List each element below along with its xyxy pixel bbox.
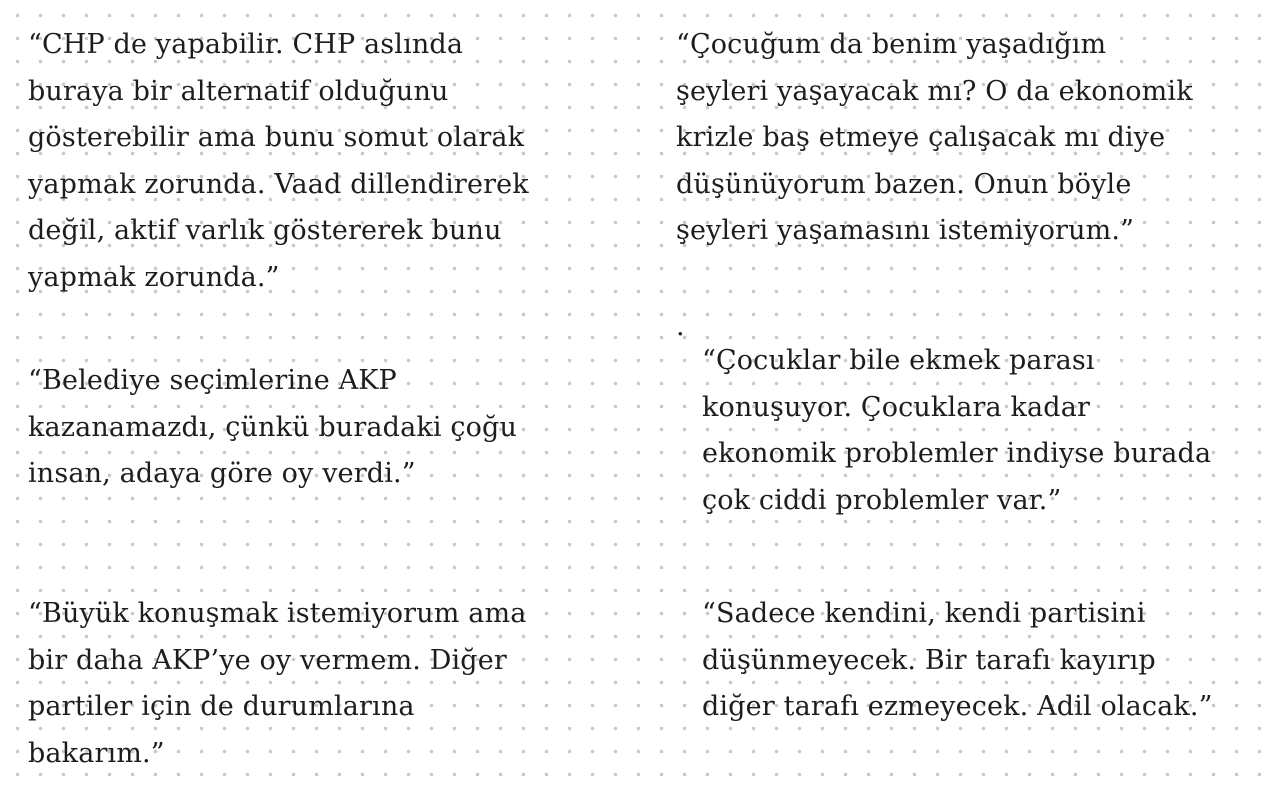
quote-line: şeyleri yaşayacak mı? O da ekonomik	[676, 75, 1193, 107]
quote-line: yapmak zorunda. Vaad dillendirerek	[28, 168, 529, 200]
quote-line: değil, aktif varlık göstererek bunu	[28, 215, 502, 246]
quote-line: kazanamazdı, çünkü buradaki çoğu	[28, 411, 517, 443]
quote-line: “Büyük konuşmak istemiyorum ama	[28, 598, 527, 629]
quote-child-future	[676, 22, 1193, 255]
quote-line: insan, adaya göre oy verdi.”	[28, 458, 416, 489]
quote-line: “Çocuğum da benim yaşadığım	[676, 29, 1107, 60]
stray-dot: .	[676, 311, 685, 342]
quote-line: şeyleri yaşamasını istemiyorum.”	[676, 215, 1135, 246]
quote-line: “Çocuklar bile ekmek parası	[702, 345, 1095, 376]
quote-line: konuşuyor. Çocuklara kadar	[702, 391, 1091, 423]
quote-line: yapmak zorunda.”	[28, 261, 280, 293]
quote-no-more-akp-vote	[28, 591, 527, 777]
quote-line: krizle baş etmeye çalışacak mı diye	[676, 122, 1166, 153]
quote-line: “Sadece kendini, kendi partisini	[702, 598, 1146, 629]
quote-municipal-elections	[28, 358, 517, 498]
quote-fair-leader	[702, 591, 1213, 731]
quote-line: bakarım.”	[28, 737, 165, 769]
quote-line: diğer tarafı ezmeyecek. Adil olacak.”	[702, 691, 1213, 722]
quote-line: “CHP de yapabilir. CHP aslında	[28, 29, 464, 60]
quote-chp-alternative	[28, 22, 529, 301]
quote-children-bread-money	[702, 338, 1211, 524]
quote-line: partiler için de durumlarına	[28, 691, 415, 722]
quote-line: “Belediye seçimlerine AKP	[28, 365, 397, 396]
quote-line: düşünüyorum bazen. Onun böyle	[676, 168, 1132, 200]
quote-line: ekonomik problemler indiyse burada	[702, 438, 1212, 469]
quote-line: bir daha AKP’ye oy vermem. Diğer	[28, 644, 507, 676]
quote-line: buraya bir alternatif olduğunu	[28, 75, 449, 107]
quote-line: çok ciddi problemler var.”	[702, 484, 1062, 516]
quote-line: düşünmeyecek. Bir tarafı kayırıp	[702, 644, 1156, 676]
quote-line: gösterebilir ama bunu somut olarak	[28, 122, 525, 153]
